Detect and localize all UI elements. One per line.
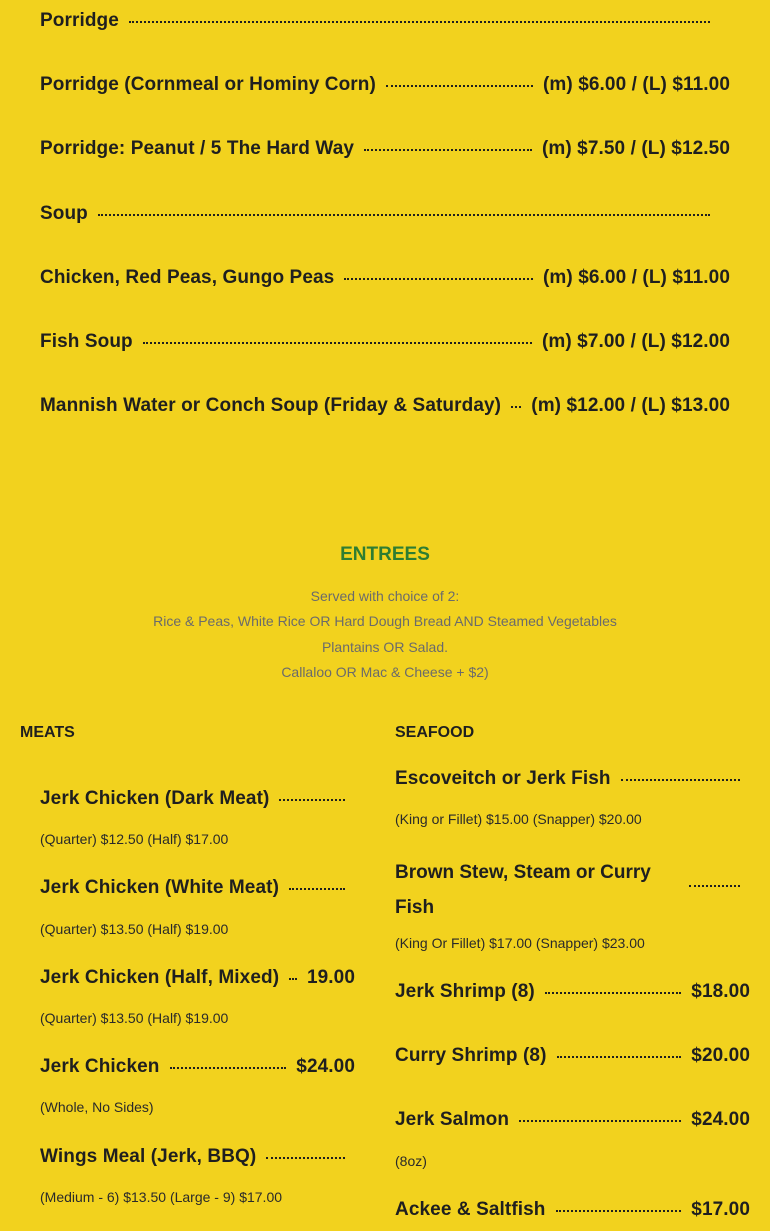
item-name: Jerk Chicken <box>40 1056 160 1077</box>
dot-leader <box>621 779 740 781</box>
item-description: (Quarter) $13.50 (Half) $19.00 <box>40 921 229 937</box>
item-description: (Whole, No Sides) <box>40 1099 154 1115</box>
item-description: (Quarter) $13.50 (Half) $19.00 <box>40 1010 229 1026</box>
item-price: $18.00 <box>691 981 750 1002</box>
menu-item <box>40 875 345 901</box>
item-description: (Medium - 6) $13.50 (Large - 9) $17.00 <box>40 1189 283 1205</box>
item-price: $17.00 <box>691 1199 750 1220</box>
menu-item <box>395 1197 750 1223</box>
menu-item <box>40 1054 355 1080</box>
item-name: Wings Meal (Jerk, BBQ) <box>40 1146 257 1167</box>
item-description: (8oz) <box>395 1153 427 1169</box>
dot-leader <box>279 799 345 801</box>
dot-leader <box>556 1210 682 1212</box>
dot-leader <box>511 406 521 408</box>
item-name-line2: Fish <box>395 897 435 918</box>
dot-leader <box>689 885 740 887</box>
menu-item <box>40 72 730 98</box>
menu-item <box>395 766 740 792</box>
served-with-line: Callaloo OR Mac & Cheese + $2) <box>281 664 489 680</box>
item-price: $20.00 <box>691 1045 750 1066</box>
item-name: Chicken, Red Peas, Gungo Peas <box>40 267 335 288</box>
item-name: Porridge (Cornmeal or Hominy Corn) <box>40 74 376 95</box>
dot-leader <box>519 1120 681 1122</box>
menu-item-two-line <box>395 855 740 925</box>
item-name: Jerk Chicken (Dark Meat) <box>40 788 270 809</box>
item-price: (m) $7.50 / (L) $12.50 <box>541 138 730 159</box>
dot-leader <box>129 21 710 23</box>
item-description: (King Or Fillet) $17.00 (Snapper) $23.00 <box>395 935 645 951</box>
item-name: Jerk Shrimp (8) <box>395 981 535 1002</box>
dot-leader <box>289 888 345 890</box>
dot-leader <box>364 149 532 151</box>
menu-item <box>40 1144 345 1170</box>
dot-leader <box>170 1067 287 1069</box>
menu-item <box>395 979 750 1005</box>
menu-item <box>40 965 355 991</box>
item-name: Jerk Chicken (White Meat) <box>40 877 279 898</box>
item-price: 19.00 <box>306 967 355 988</box>
menu-item <box>395 1043 750 1069</box>
menu-item <box>40 786 345 812</box>
item-description: (Quarter) $12.50 (Half) $17.00 <box>40 831 229 847</box>
menu-item-porridge-heading <box>40 8 720 34</box>
item-name: Mannish Water or Conch Soup (Friday & Saturday) <box>40 395 502 416</box>
menu-item <box>395 1107 750 1133</box>
meats-heading: MEATS <box>20 724 75 741</box>
item-name-line1: Brown Stew, Steam or Curry <box>395 862 651 883</box>
dot-leader <box>386 85 533 87</box>
menu-item <box>40 329 730 355</box>
dot-leader <box>557 1056 682 1058</box>
item-name: Escoveitch or Jerk Fish <box>395 768 611 789</box>
item-name: Curry Shrimp (8) <box>395 1045 547 1066</box>
item-price: (m) $6.00 / (L) $11.00 <box>542 74 730 95</box>
item-name: Porridge: Peanut / 5 The Hard Way <box>40 138 355 159</box>
dot-leader <box>143 342 532 344</box>
dot-leader <box>289 978 297 980</box>
served-with-line: Served with choice of 2: <box>310 588 460 604</box>
entrees-title: ENTREES <box>340 544 430 565</box>
item-price: $24.00 <box>691 1109 750 1130</box>
menu-item <box>40 136 730 162</box>
dot-leader <box>98 214 710 216</box>
seafood-heading: SEAFOOD <box>395 724 475 741</box>
item-description: (King or Fillet) $15.00 (Snapper) $20.00 <box>395 811 642 827</box>
served-with-line: Rice & Peas, White Rice OR Hard Dough Bread AND Steamed Vegetables <box>153 613 617 629</box>
item-name: Jerk Salmon <box>395 1109 510 1130</box>
item-name: Ackee & Saltfish <box>395 1199 546 1220</box>
item-price: $24.00 <box>296 1056 355 1077</box>
item-price: (m) $12.00 / (L) $13.00 <box>531 395 730 416</box>
dot-leader <box>344 278 533 280</box>
served-with-line: Plantains OR Salad. <box>321 639 449 655</box>
item-name: Fish Soup <box>40 331 133 352</box>
dot-leader <box>545 992 681 994</box>
menu-item <box>40 265 730 291</box>
item-price: (m) $7.00 / (L) $12.00 <box>541 331 730 352</box>
dot-leader <box>266 1157 345 1159</box>
item-price: (m) $6.00 / (L) $11.00 <box>542 267 730 288</box>
menu-item <box>40 393 730 419</box>
menu-item-soup-heading <box>40 201 720 227</box>
section-heading-porridge: Porridge <box>40 10 119 31</box>
item-name: Jerk Chicken (Half, Mixed) <box>40 967 280 988</box>
section-heading-soup: Soup <box>40 203 88 224</box>
